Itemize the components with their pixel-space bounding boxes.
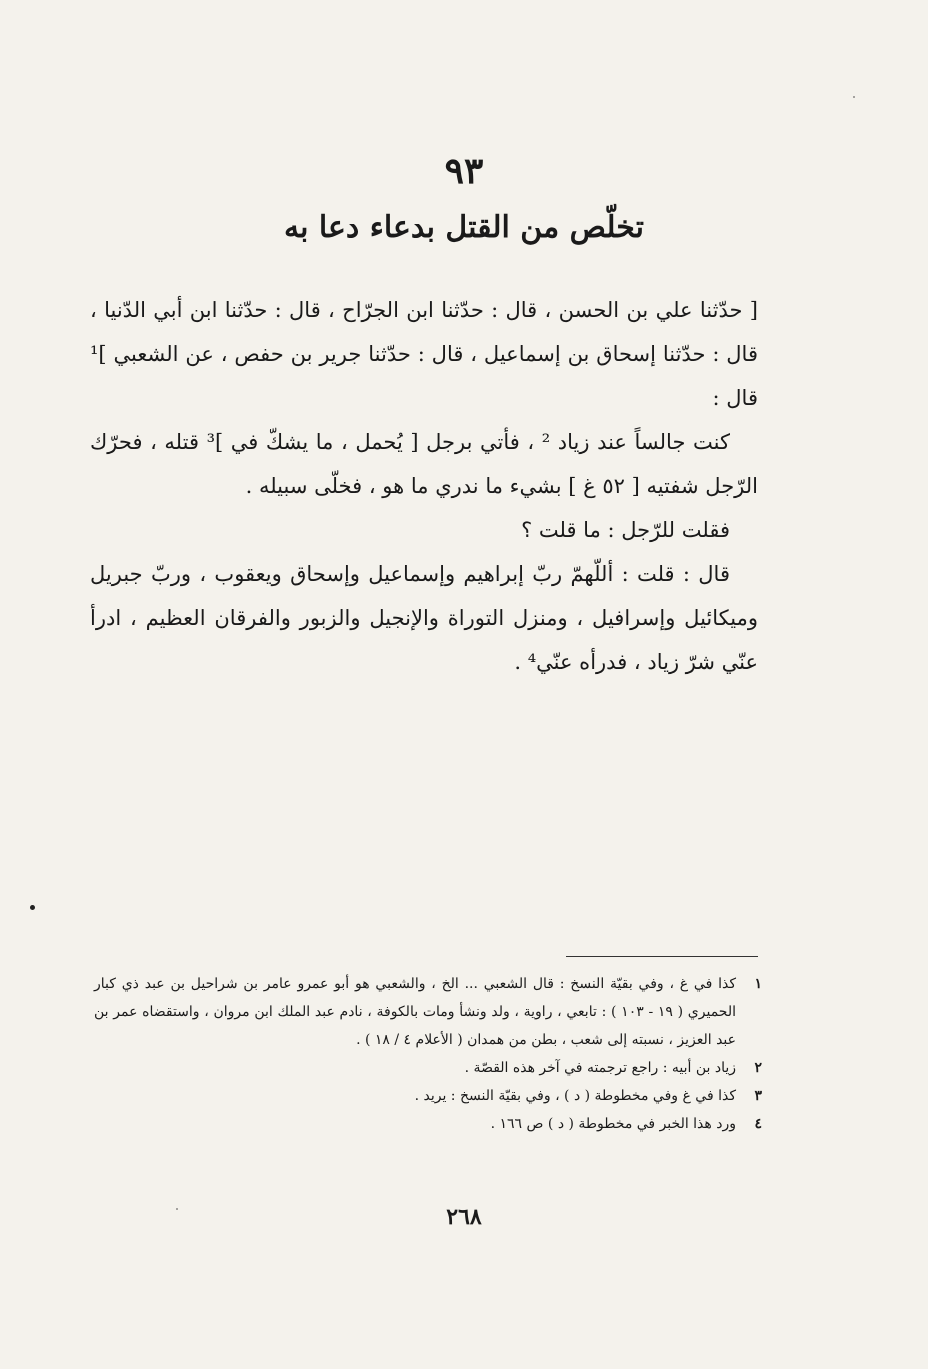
scan-speck (30, 905, 35, 910)
body-text (90, 288, 758, 684)
body-paragraph: قال : قلت : أللّهمّ ربّ إبراهيم وإسماعيل وإسحاق ويعقوب ، وربّ جبريل وميكائيل وإسرافيل ، ومنزل التوراة والإنجيل والزبور والفرقان العظيم ، ادرأ عنّي شرّ زياد ، فدرأه عنّي⁴ . (90, 562, 758, 674)
footnote-text: كذا في غ وفي مخطوطة ( د ) ، وفي بقيّة النسخ : يريد . (414, 1088, 736, 1104)
page-number: ٢٦٨ (446, 1204, 482, 1230)
body-paragraph: فقلت للرّجل : ما قلت ؟ (521, 518, 730, 542)
body-paragraph: كنت جالساً عند زياد ² ، فأتي برجل [ يُحمل ، ما يشكّ في ]³ قتله ، فحرّك الرّجل شفتيه [ ٥٢ غ ] بشيء ما ندري ما هو ، فخلّى سبيله . (90, 430, 758, 498)
footnote-text: زياد بن أبيه : راجع ترجمته في آخر هذه القصّة . (464, 1060, 736, 1076)
footnote (94, 970, 762, 1054)
scan-speck (176, 1208, 178, 1210)
footnotes (94, 970, 762, 1138)
footnote (94, 1082, 762, 1110)
footnote-divider (566, 956, 758, 957)
body-paragraph: [ حدّثنا علي بن الحسن ، قال : حدّثنا ابن الجرّاح ، قال : حدّثنا ابن أبي الدّنيا ، قال : حدّثنا إسحاق بن إسماعيل ، قال : حدّثنا جرير بن حفص ، عن الشعبي ]¹ قال : (90, 298, 758, 410)
footnote-text: ورد هذا الخبر في مخطوطة ( د ) ص ١٦٦ . (490, 1116, 736, 1132)
footnote-number: ٤ (754, 1116, 762, 1132)
scan-speck (853, 96, 855, 98)
story-title: تخلّص من القتل بدعاء دعا به (283, 210, 645, 245)
footnote (94, 1110, 762, 1138)
footnote-number: ١ (754, 976, 762, 992)
story-number: ٩٣ (444, 150, 484, 192)
footnote-number: ٢ (754, 1060, 762, 1076)
footnote-number: ٣ (754, 1088, 762, 1104)
footnote (94, 1054, 762, 1082)
footnote-text: كذا في غ ، وفي بقيّة النسخ : قال الشعبي ... الخ ، والشعبي هو أبو عمرو عامر بن شراحيل بن عبد ذي كبار الحميري ( ١٩ - ١٠٣ ) : تابعي ، راوية ، ولد ونشأ ومات بالكوفة ، نادم عبد الملك ابن مروان ، واستقضاه عمر بن عبد العزيز ، نسبته إلى شعب ، بطن من همدان ( الأعلام ٤ / ١٨ ) . (94, 976, 737, 1048)
